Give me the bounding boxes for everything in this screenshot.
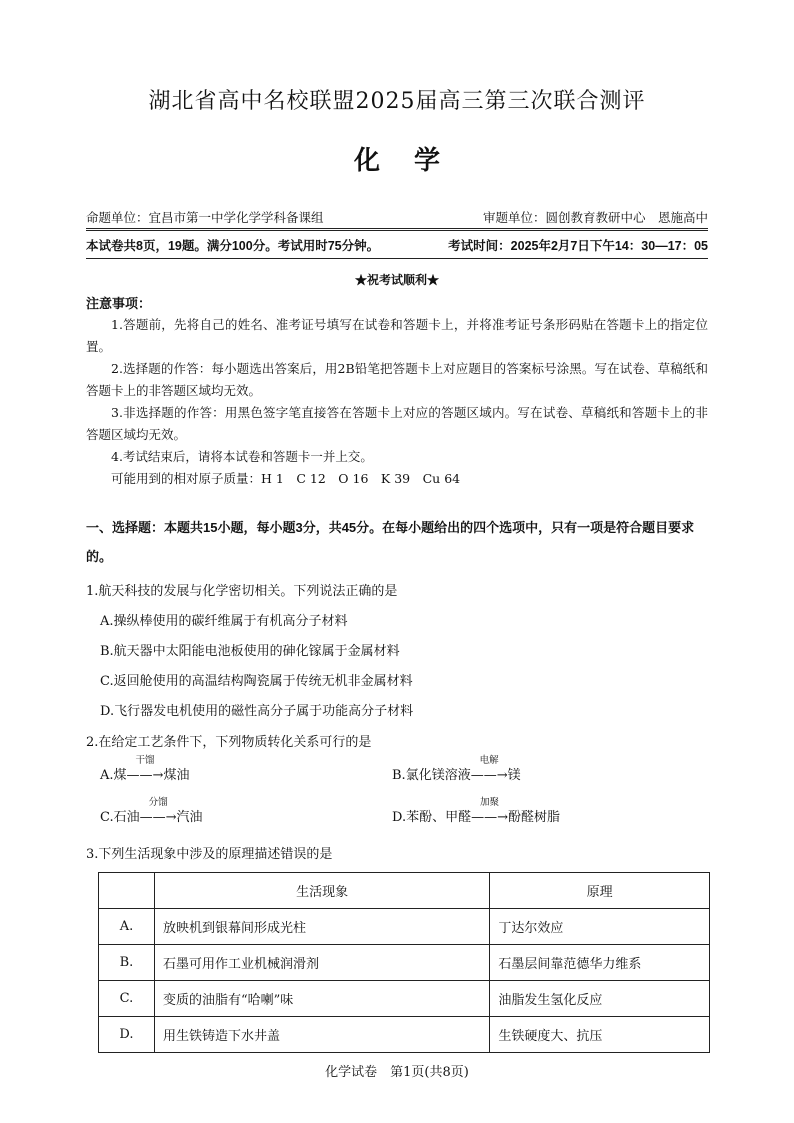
notice-item: 可能用到的相对原子质量：H 1 C 12 O 16 K 39 Cu 64 [111, 471, 461, 486]
question-1-option-b: B.航天器中太阳能电池板使用的砷化镓属于金属材料 [100, 644, 400, 659]
notice-item: 2.选择题的作答：每小题选出答案后，用2B铅笔把答题卡上对应题目的答案标号涂黑。写在试卷、草稿纸和答题卡上的非答题区域均无效。 [86, 361, 708, 398]
table-header-cell [99, 873, 155, 909]
table-row [99, 945, 710, 981]
table-header-cell: 原理 [490, 873, 710, 909]
good-luck-banner: ★祝考试顺利★ [354, 273, 439, 287]
table-row [99, 981, 710, 1017]
notice-item: 4.考试结束后，请将本试卷和答题卡一并上交。 [111, 449, 373, 464]
question-1-option-d: D.飞行器发电机使用的磁性高分子属于功能高分子材料 [100, 704, 414, 719]
table-cell-phenomenon: 用生铁铸造下水井盖 [154, 1017, 489, 1053]
table-cell-phenomenon: 石墨可用作工业机械润滑剂 [154, 945, 489, 981]
table-cell-principle: 生铁硬度大、抗压 [490, 1017, 710, 1053]
table-header-cell: 生活现象 [154, 873, 489, 909]
reaction-arrow: 电解 ——→ [470, 755, 508, 783]
notice-title: 注意事项： [86, 297, 152, 312]
section-heading: 一、选择题：本题共15小题，每小题3分，共45分。在每小题给出的四个选项中，只有一项是符合题目要求的。 [86, 520, 695, 564]
question-3-stem: 3.下列生活现象中涉及的原理描述错误的是 [86, 847, 333, 862]
divider-info [86, 258, 708, 259]
notice-item: 3.非选择题的作答：用黑色签字笔直接答在答题卡上对应的答题区域内。写在试卷、草稿纸和答题卡上的非答题区域均无效。 [86, 405, 708, 442]
reaction-arrow: 干馏 ——→ [126, 755, 164, 783]
question-2-option-c: C.石油 分馏 ——→汽油 [100, 797, 203, 825]
question-2-option-a: A.煤 干馏 ——→煤油 [100, 755, 190, 783]
reaction-arrow: 加聚 ——→ [471, 797, 509, 825]
notice-item: 1.答题前，先将自己的姓名、准考证号填写在试卷和答题卡上，并将准考证号条形码贴在答题卡上的指定位置。 [86, 317, 708, 354]
exam-time: 考试时间：2025年2月7日下午14：30—17：05 [448, 239, 708, 253]
question-2-option-d: D.苯酚、甲醛 加聚 ——→酚醛树脂 [392, 797, 561, 825]
table-cell-principle: 丁达尔效应 [490, 909, 710, 945]
page-footer: 化学试卷 第1页(共8页) [325, 1065, 469, 1080]
author-unit: 命题单位：宜昌市第一中学化学学科备课组 [86, 210, 324, 225]
reaction-arrow: 分馏 ——→ [139, 797, 177, 825]
exam-info-line [86, 236, 708, 254]
question-1-stem: 1.航天科技的发展与化学密切相关。下列说法正确的是 [86, 584, 398, 599]
divider-top [86, 228, 708, 229]
table-cell-label: D. [99, 1017, 155, 1053]
table-row [99, 909, 710, 945]
table-cell-principle: 油脂发生氢化反应 [490, 981, 710, 1017]
divider-top-2 [86, 230, 708, 231]
question-3-table [98, 872, 710, 1053]
table-header-row [99, 873, 710, 909]
table-cell-label: C. [99, 981, 155, 1017]
question-2-stem: 2.在给定工艺条件下，下列物质转化关系可行的是 [86, 735, 372, 750]
notice-list [86, 314, 708, 490]
table-cell-label: A. [99, 909, 155, 945]
table-cell-phenomenon: 放映机到银幕间形成光柱 [154, 909, 489, 945]
table-cell-principle: 石墨层间靠范德华力维系 [490, 945, 710, 981]
question-1-option-c: C.返回舱使用的高温结构陶瓷属于传统无机非金属材料 [100, 674, 413, 689]
review-unit: 审题单位：圆创教育教研中心 恩施高中 [482, 210, 708, 225]
question-1-option-a: A.操纵棒使用的碳纤维属于有机高分子材料 [100, 614, 348, 629]
exam-title: 湖北省高中名校联盟2025届高三第三次联合测评 [148, 89, 646, 114]
table-cell-label: B. [99, 945, 155, 981]
table-cell-phenomenon: 变质的油脂有“哈喇”味 [154, 981, 489, 1017]
subject-title: 化学 [353, 146, 474, 176]
paper-info: 本试卷共8页，19题。满分100分。考试用时75分钟。 [86, 239, 380, 253]
table-row [99, 1017, 710, 1053]
units-line [86, 208, 708, 226]
question-2-option-b: B.氯化镁溶液 电解 ——→镁 [392, 755, 521, 783]
